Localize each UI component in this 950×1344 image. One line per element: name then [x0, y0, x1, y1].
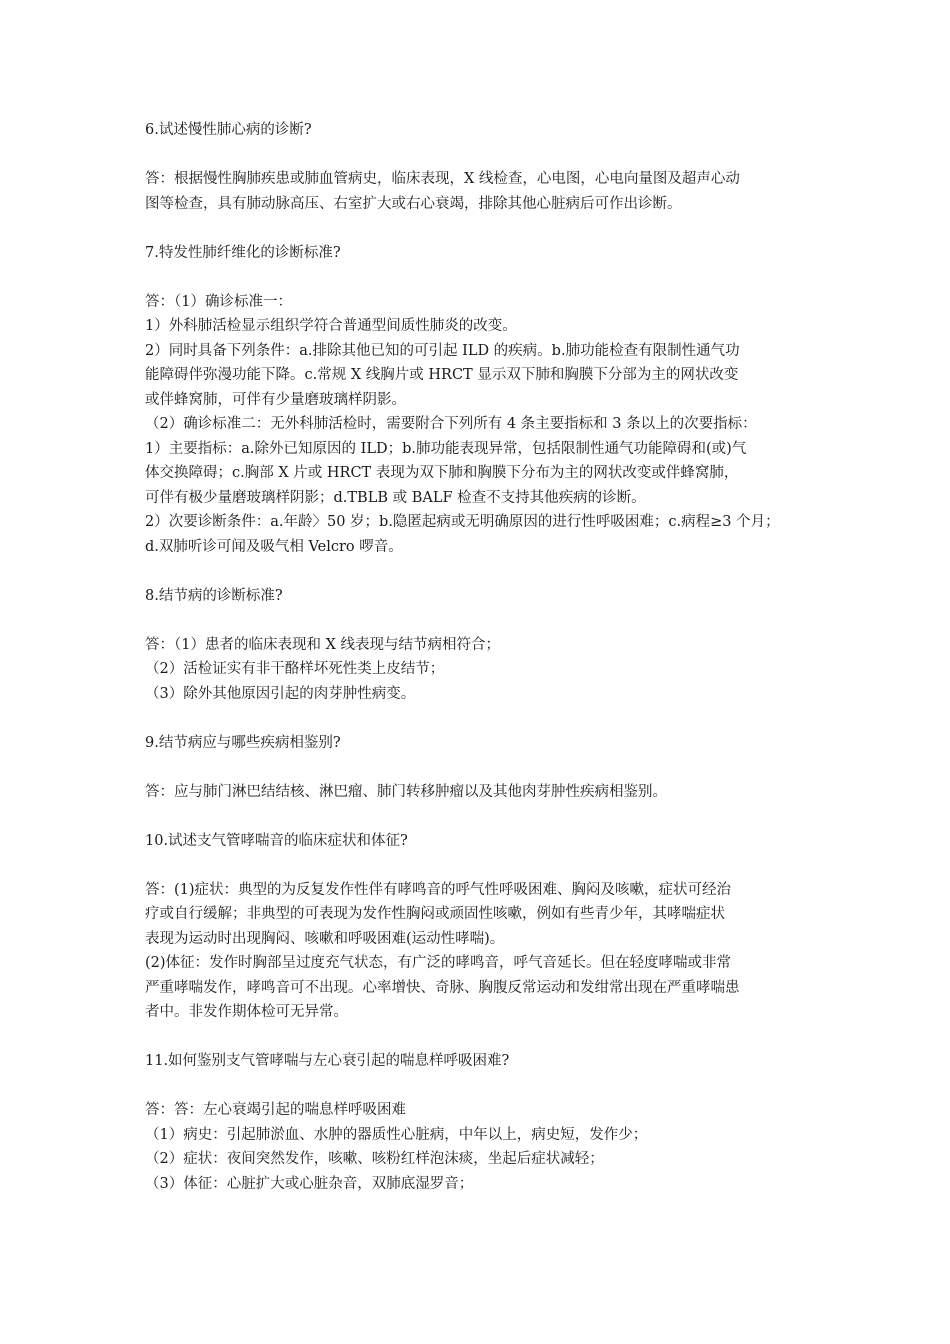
blank-line: [145, 608, 825, 633]
answer-7-line-6: （2）确诊标准二：无外科肺活检时，需要附合下列所有 4 条主要指标和 3 条以上的次要指标：: [145, 416, 757, 432]
answer-7-line-8: 体交换障碍；c.胸部 X 片或 HRCT 表现为双下肺和胸膜下分布为主的网状改变或伴蜂窝肺，: [145, 465, 739, 481]
blank-line: [145, 804, 825, 829]
answer-7-line-2: 1）外科肺活检显示组织学符合普通型间质性肺炎的改变。: [145, 318, 517, 334]
answer-7-line-3: 2）同时具备下列条件：a.排除其他已知的可引起 ILD 的疾病。b.肺功能检查有限制性通气功: [145, 342, 740, 359]
blank-line: [145, 143, 825, 168]
question-9: 9.结节病应与哪些疾病相鉴别?: [145, 734, 341, 751]
document-body: [145, 118, 825, 1196]
question-7: 7.特发性肺纤维化的诊断标准?: [145, 244, 341, 261]
answer-7-line-11: d.双肺听诊可闻及吸气相 Velcro 啰音。: [145, 538, 403, 555]
answer-7-line-9: 可伴有极少量磨玻璃样阴影；d.TBLB 或 BALF 检查不支持其他疾病的诊断。: [145, 489, 646, 506]
answer-10-line-1: 答：(1)症状：典型的为反复发作性伴有哮鸣音的呼气性呼吸困难、胸闷及咳嗽，症状可经治: [145, 881, 732, 898]
answer-8-line-2: （2）活检证实有非干酪样坏死性类上皮结节；: [145, 661, 445, 677]
question-6: 6.试述慢性肺心病的诊断?: [145, 122, 312, 138]
blank-line: [145, 755, 825, 780]
answer-11-line-1: 答：答：左心衰竭引起的喘息样呼吸困难: [145, 1102, 406, 1118]
blank-line: [145, 216, 825, 241]
answer-6-line-1: 答：根据慢性胸肺疾患或肺血管病史，临床表现，X 线检查，心电图，心电向量图及超声心动: [145, 171, 740, 187]
answer-7-line-4: 能障碍伴弥漫功能下降。c.常规 X 线胸片或 HRCT 显示双下肺和胸膜下分部为主的网状改变: [145, 367, 739, 383]
answer-11-line-3: （2）症状：夜间突然发作，咳嗽、咳粉红样泡沫痰，坐起后症状减轻；: [145, 1151, 604, 1167]
question-8: 8.结节病的诊断标准?: [145, 587, 283, 604]
blank-line: [145, 706, 825, 731]
answer-11-line-4: （3）体征：心脏扩大或心脏杂音，双肺底湿罗音；: [145, 1175, 474, 1192]
answer-9-line-1: 答：应与肺门淋巴结结核、淋巴瘤、肺门转移肿瘤以及其他肉芽肿性疾病相鉴别。: [145, 783, 667, 800]
blank-line: [145, 853, 825, 878]
answer-6-line-2: 图等检查，具有肺动脉高压、右室扩大或右心衰竭，排除其他心脏病后可作出诊断。: [145, 195, 682, 212]
answer-10-line-5: 严重哮喘发作，哮鸣音可不出现。心率增快、奇脉、胸腹反常运动和发绀常出现在严重哮喘患: [145, 979, 740, 996]
answer-7-line-5: 或伴蜂窝肺，可伴有少量磨玻璃样阴影。: [145, 391, 406, 408]
answer-11-line-2: （1）病史：引起肺淤血、水肿的器质性心脏病，中年以上，病史短，发作少；: [145, 1126, 648, 1143]
answer-10-line-4: (2)体征：发作时胸部呈过度充气状态，有广泛的哮鸣音，呼气音延长。但在轻度哮喘或非常: [145, 955, 732, 971]
blank-line: [145, 1025, 825, 1050]
blank-line: [145, 1074, 825, 1099]
answer-10-line-2: 疗或自行缓解；非典型的可表现为发作性胸闷或顽固性咳嗽，例如有些青少年，其哮喘症状: [145, 906, 725, 922]
answer-8-line-1: 答：（1）患者的临床表现和 X 线表现与结节病相符合；: [145, 636, 501, 653]
question-11: 11.如何鉴别支气管哮喘与左心衰引起的喘息样呼吸困难?: [145, 1053, 510, 1069]
blank-line: [145, 559, 825, 584]
question-10: 10.试述支气管哮喘音的临床症状和体征?: [145, 832, 408, 849]
answer-7-line-10: 2）次要诊断条件：a.年龄〉50 岁；b.隐匿起病或无明确原因的进行性呼吸困难；c.病程≥3 个月；: [145, 514, 780, 530]
answer-10-line-3: 表现为运动时出现胸闷、咳嗽和呼吸困难(运动性哮喘)。: [145, 930, 505, 947]
answer-7-line-7: 1）主要指标：a.除外已知原因的 ILD；b.肺功能表现异常，包括限制性通气功能障碍和(或)气: [145, 440, 747, 457]
answer-7-line-1: 答：（1）确诊标准一：: [145, 293, 292, 310]
answer-10-line-6: 者中。非发作期体检可无异常。: [145, 1004, 348, 1020]
answer-8-line-3: （3）除外其他原因引起的肉芽肿性病变。: [145, 685, 416, 702]
blank-line: [145, 265, 825, 290]
